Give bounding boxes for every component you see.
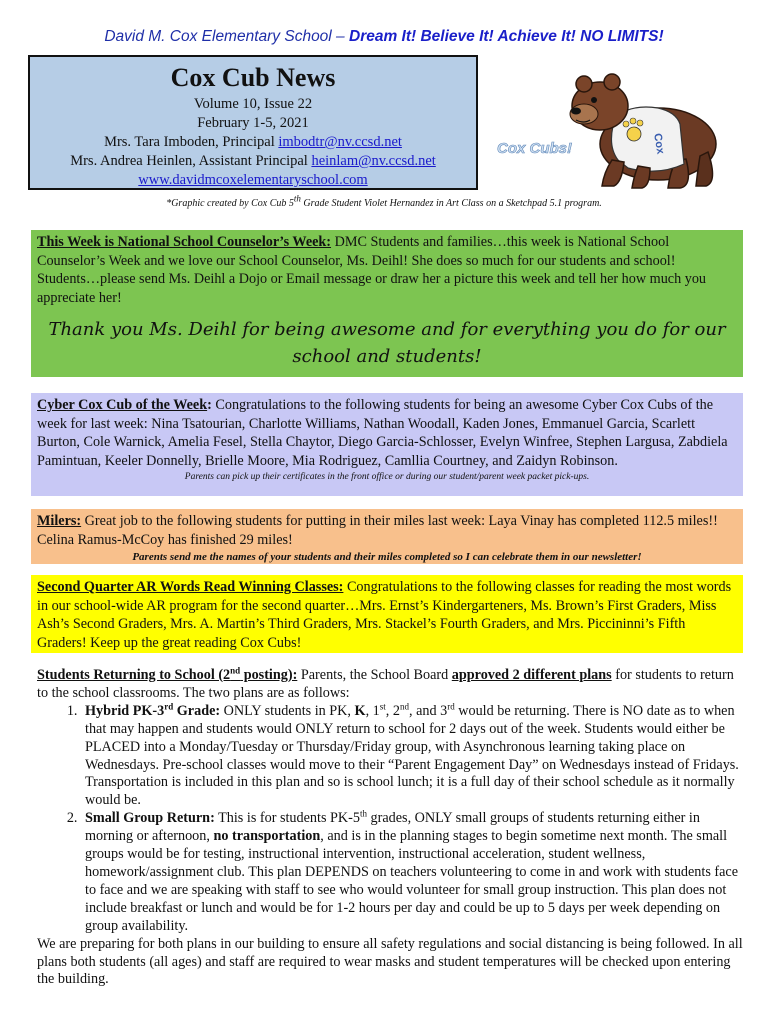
returning-intro xyxy=(37,667,743,703)
cyber-cub-section xyxy=(31,393,743,496)
cyber-note: Parents can pick up their certificates in the front office or during our student/parent week packet pick-ups. xyxy=(184,472,590,482)
cox-cubs-badge: Cox Cubs! xyxy=(497,140,572,157)
school-tagline xyxy=(0,28,768,46)
plan-hybrid-sup-2: nd xyxy=(399,701,409,712)
ar-section xyxy=(31,575,743,653)
website-link[interactable]: www.davidmcoxelementaryschool.com xyxy=(138,172,368,188)
school-motto: Dream It! Believe It! Achieve It! NO LIMITS! xyxy=(349,28,664,45)
cyber-heading: Cyber Cox Cub of the Week xyxy=(37,397,208,413)
newsletter-title: Cox Cub News xyxy=(170,63,336,92)
counselor-thanks: Thank you Ms. Deihl for being awesome and for everything you do for our school and students! xyxy=(48,319,726,367)
cyber-paragraph xyxy=(37,396,737,470)
counselor-heading: This Week is National School Counselor’s Week: xyxy=(37,234,332,250)
plan-hybrid-sup-1: st xyxy=(379,701,386,712)
plan-small-group-title: Small Group Return: xyxy=(85,810,215,827)
plan-small-group-text: This is for students PK-5 xyxy=(214,810,360,827)
ar-heading: Second Quarter AR Words Read Winning Classes: xyxy=(37,579,344,595)
cyber-body: Congratulations to the following students for being an awesome Cyber Cox Cubs of the week for last week: Nina Tsatourian, Charlotte Williams, Nathan Woodall, Kaden Jones, Emmanuel Garcia, Scarlett Burton, Cole Warnick, Amelia Fesel, Stella Chaytor, Diego Garcia-Schlosser, Evelyn Winfree, Stephen Largusa, Zabdiela Pamintuan, Keeler Donnelly, Brielle Moore, Mia Rodriguez, Camllia Courtney, and Zaidyn Robinson. xyxy=(37,397,728,469)
shirt-text: Cox xyxy=(651,132,667,155)
credit-text: *Graphic created by Cox Cub 5 xyxy=(166,198,294,209)
issue-dates: February 1-5, 2021 xyxy=(197,115,309,131)
counselor-paragraph xyxy=(37,233,737,307)
plan-hybrid-title-post: Grade: xyxy=(173,702,221,719)
plan-small-group-text-3: , and is in the planning stages to begin sometime next month. The small groups would be for testing, instructional intervention, instructional acceleration, student wellness, homework/assignment club. This plan DEPENDS on teachers volunteering to come in and work with students face to face and we are speaking with staff to see who would volunteer for small group instruction. This plan does not include breakfast or lunch and would be for 1-2 hours per day and could be up to 5 days per week depending on group availability. xyxy=(85,828,739,934)
masthead xyxy=(28,55,478,190)
assistant-email-link[interactable]: heinlam@nv.ccsd.net xyxy=(311,153,436,169)
plan-hybrid-text: ONLY students in PK, xyxy=(220,702,355,719)
plan-hybrid-k: K xyxy=(354,702,366,719)
plan-hybrid-title-sup: rd xyxy=(164,701,174,712)
plan-hybrid-text-3: , 2 xyxy=(385,702,400,719)
volume-issue: Volume 10, Issue 22 xyxy=(193,96,313,112)
milers-heading: Milers: xyxy=(37,513,82,529)
credit-sup: th xyxy=(293,193,301,204)
ar-paragraph xyxy=(37,578,737,652)
milers-body: Great job to the following students for putting in their miles last week: Laya Vinay has completed 112.5 miles!! Celina Ramus-McCoy has finished 29 miles! xyxy=(37,513,718,548)
bear-mascot-icon xyxy=(558,64,743,194)
returning-heading-text: Students Returning to School (2 xyxy=(37,667,231,683)
ar-body: Congratulations to the following classes for reading the most words in our school-wide AR program for the second quarter…Mrs. Ernst’s Kindergarteners, Ms. Brown’s First Graders, Miss Ash’s Second Graders, Mrs. A. Martin’s Third Graders, Mrs. Stackel’s Fourth Graders, and Mrs. Piccininni’s Fifth Graders! Keep up the great reading Cox Cubs! xyxy=(37,579,732,651)
credit-text-rest: Grade Student Violet Hernandez in Art Class on a Sketchpad 5.1 program. xyxy=(300,198,602,209)
plan-small-group-sup: th xyxy=(359,808,367,819)
milers-section xyxy=(31,509,743,564)
school-name: David M. Cox Elementary School – xyxy=(104,28,345,45)
milers-paragraph xyxy=(37,512,737,549)
counselor-body: DMC Students and families…this week is National School Counselor’s Week and we love our School Counselor, Ms. Deihl! She does so much for our students and school! Students…please send Ms. Deihl a Dojo or Email message or draw her a picture this week and tell her how much you appreciate her! xyxy=(37,234,707,306)
plan-hybrid-text-2: , 1 xyxy=(365,702,380,719)
plan-small-group-bold: no transportation xyxy=(213,828,321,845)
principal-email-link[interactable]: imbodtr@nv.ccsd.net xyxy=(278,134,402,150)
plan-hybrid-title xyxy=(85,703,220,719)
assistant-line xyxy=(30,152,476,171)
returning-heading-post: posting): xyxy=(240,667,298,683)
plan-hybrid-sup-3: rd xyxy=(447,701,455,712)
principal-line xyxy=(30,133,476,152)
plan-hybrid xyxy=(81,703,743,810)
plan-hybrid-title-text: Hybrid PK-3 xyxy=(85,702,165,719)
assistant-name: Mrs. Andrea Heinlen, Assistant Principal xyxy=(70,153,308,169)
returning-intro-emphasis: approved 2 different plans xyxy=(451,667,612,683)
website-line xyxy=(30,171,476,190)
cyber-colon: : xyxy=(207,397,212,413)
plan-hybrid-text-4: , and 3 xyxy=(408,702,448,719)
milers-note: Parents send me the names of your students and their miles completed so I can celebrate them in our newsletter! xyxy=(132,551,642,563)
plan-small-group xyxy=(81,810,743,935)
plan-hybrid-text-5: would be returning. There is NO date as to when that may happen and students would ONLY return to school for 2 days out of the week. Students would either be PLACED into a Monday/Tuesday or Thursday/Friday group, with Asynchronous learning taking place on Wednesdays. Pre-school classes would move to their “Parent Engagement Day” on Wednesdays instead of Fridays. Transportation is included in this plan and so is school lunch; it is a full day of their school schedule as it normally would be. xyxy=(85,702,739,809)
returning-section xyxy=(37,667,743,989)
returning-heading-sup: nd xyxy=(230,665,241,676)
plan-small-group-text-2: grades, ONLY small groups of students returning either in morning or afternoon, xyxy=(85,810,700,845)
principal-name: Mrs. Tara Imboden, Principal xyxy=(104,134,275,150)
returning-intro-text: Parents, the School Board xyxy=(297,667,452,683)
returning-closing: We are preparing for both plans in our building to ensure all safety regulations and social distancing is being followed. In all plans both students (all ages) and staff are required to wear masks and student temperatures will be checked upon entering the building. xyxy=(37,935,743,988)
graphic-credit xyxy=(0,193,768,209)
counselor-week-section xyxy=(31,230,743,377)
returning-heading xyxy=(37,667,297,683)
returning-intro-rest: for students to return to the school classrooms. The two plans are as follows: xyxy=(37,667,734,701)
plans-list xyxy=(37,703,743,936)
